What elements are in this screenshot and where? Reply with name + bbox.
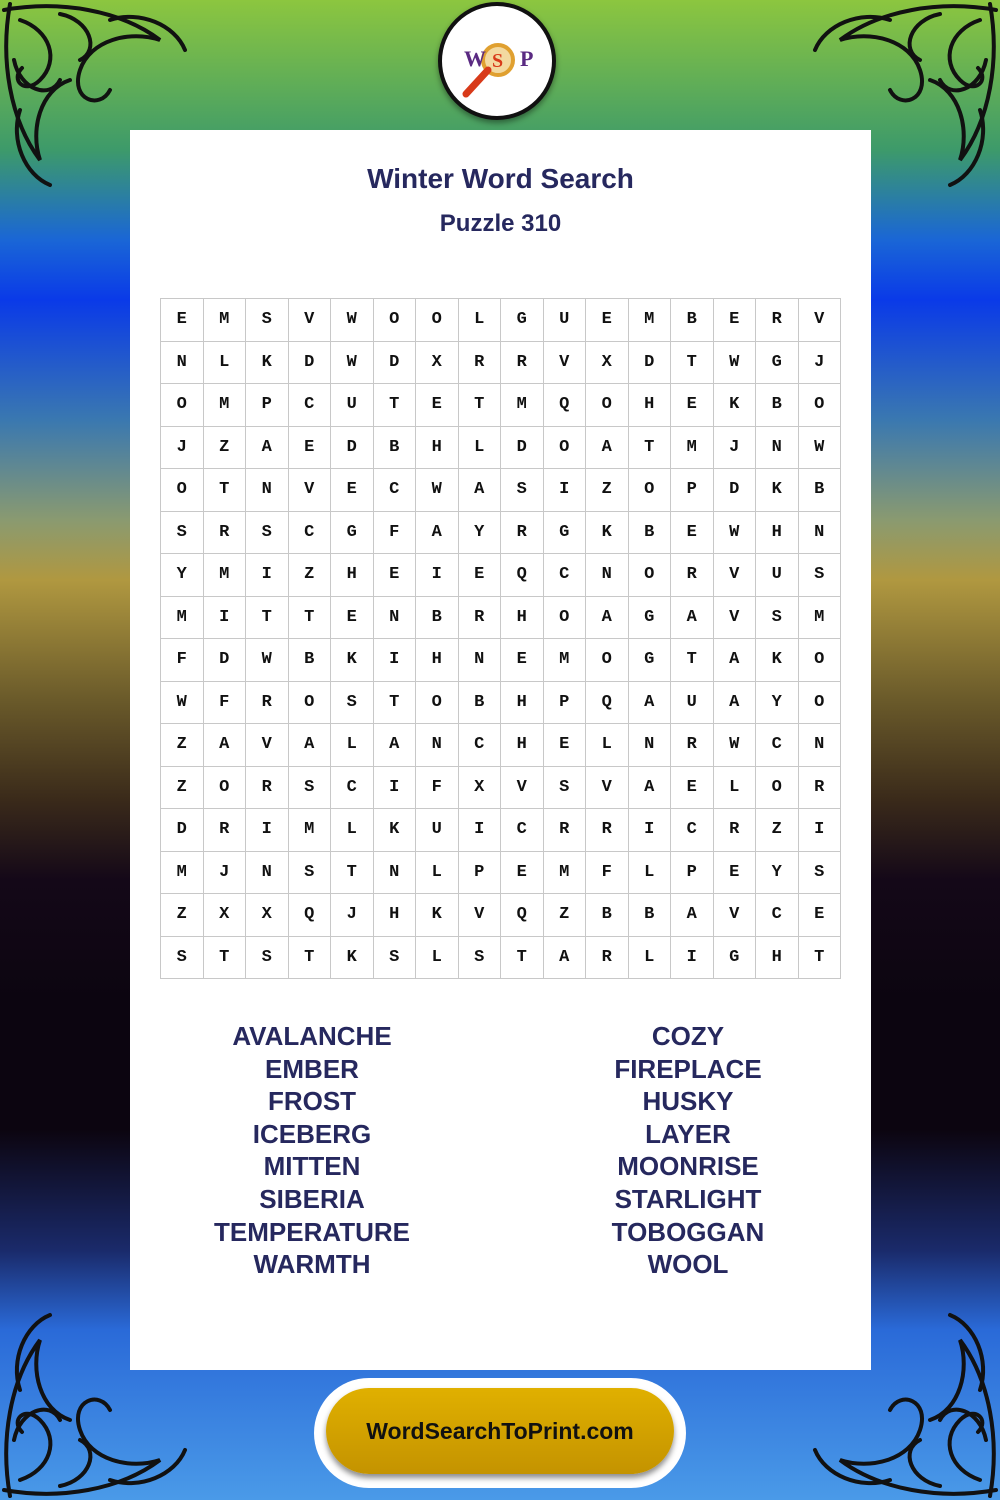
website-button[interactable] [314,1378,686,1488]
grid-cell[interactable]: H [331,554,374,597]
grid-cell[interactable]: V [289,469,332,512]
grid-cell[interactable]: R [459,597,502,640]
grid-cell[interactable]: V [714,554,757,597]
grid-cell[interactable]: S [459,937,502,980]
grid-cell[interactable]: B [629,512,672,555]
grid-cell[interactable]: U [756,554,799,597]
grid-cell[interactable]: M [204,299,247,342]
word-item: MITTEN [263,1151,361,1182]
grid-cell[interactable]: O [799,639,842,682]
grid-cell[interactable]: T [289,597,332,640]
grid-cell[interactable]: D [289,342,332,385]
grid-cell[interactable]: V [459,894,502,937]
grid-cell[interactable]: A [416,512,459,555]
grid-cell[interactable]: M [544,639,587,682]
grid-cell[interactable]: I [374,767,417,810]
grid-cell[interactable]: H [374,894,417,937]
grid-cell[interactable]: C [289,512,332,555]
grid-cell[interactable]: Y [756,852,799,895]
grid-cell[interactable]: M [161,597,204,640]
grid-cell[interactable]: T [671,639,714,682]
grid-cell[interactable]: V [289,299,332,342]
grid-cell[interactable]: O [629,554,672,597]
grid-cell[interactable]: Z [204,427,247,470]
grid-cell[interactable]: N [799,512,842,555]
grid-cell[interactable]: W [331,299,374,342]
grid-cell[interactable]: E [799,894,842,937]
grid-cell[interactable]: O [586,384,629,427]
grid-cell[interactable]: W [416,469,459,512]
grid-cell[interactable]: U [331,384,374,427]
grid-cell[interactable]: A [586,427,629,470]
grid-cell[interactable]: W [714,512,757,555]
grid-cell[interactable]: U [544,299,587,342]
grid-cell[interactable]: K [374,809,417,852]
grid-cell[interactable]: O [161,384,204,427]
grid-cell[interactable]: P [246,384,289,427]
grid-cell[interactable]: Q [544,384,587,427]
grid-cell[interactable]: X [586,342,629,385]
grid-cell[interactable]: P [544,682,587,725]
word-list-left [162,1020,462,1281]
grid-cell[interactable]: B [799,469,842,512]
grid-cell[interactable]: T [799,937,842,980]
grid-cell[interactable]: I [246,554,289,597]
word-item: MOONRISE [617,1151,759,1182]
grid-cell[interactable]: M [501,384,544,427]
grid-cell[interactable]: R [756,299,799,342]
word-item: LAYER [645,1118,731,1149]
grid-cell[interactable]: O [586,639,629,682]
puzzle-title: Winter Word Search [367,163,634,194]
grid-cell[interactable]: N [246,469,289,512]
letter-grid [160,298,841,979]
logo-letter-s: S [492,50,504,72]
grid-cell[interactable]: A [204,724,247,767]
grid-cell[interactable]: V [246,724,289,767]
grid-cell[interactable]: L [714,767,757,810]
grid-cell[interactable]: B [629,894,672,937]
grid-cell[interactable]: M [544,852,587,895]
grid-cell[interactable]: T [374,384,417,427]
grid-cell[interactable]: D [629,342,672,385]
grid-cell[interactable]: R [501,512,544,555]
grid-cell[interactable]: S [501,469,544,512]
wsp-logo[interactable] [438,2,556,120]
grid-cell[interactable]: O [756,767,799,810]
grid-cell[interactable]: C [671,809,714,852]
grid-cell[interactable]: N [799,724,842,767]
grid-cell[interactable]: A [671,597,714,640]
grid-cell[interactable]: H [756,937,799,980]
grid-cell[interactable]: K [586,512,629,555]
grid-cell[interactable]: E [416,384,459,427]
grid-cell[interactable]: O [629,469,672,512]
grid-cell[interactable]: A [629,767,672,810]
grid-cell[interactable]: A [544,937,587,980]
grid-cell[interactable]: S [246,937,289,980]
grid-cell[interactable]: V [714,597,757,640]
grid-cell[interactable]: J [714,427,757,470]
grid-cell[interactable]: D [501,427,544,470]
grid-cell[interactable]: G [629,597,672,640]
word-item: FROST [267,1086,357,1117]
website-label[interactable]: WordSearchToPrint.com [326,1388,674,1474]
grid-cell[interactable]: T [204,937,247,980]
grid-cell[interactable]: S [544,767,587,810]
grid-cell[interactable]: L [204,342,247,385]
grid-cell[interactable]: A [714,682,757,725]
grid-cell[interactable]: H [756,512,799,555]
grid-cell[interactable]: E [671,767,714,810]
word-item: TOBOGGAN [611,1216,765,1247]
grid-cell[interactable]: D [714,469,757,512]
grid-cell[interactable]: P [671,469,714,512]
grid-cell[interactable]: B [416,597,459,640]
grid-cell[interactable]: K [416,894,459,937]
grid-cell[interactable]: F [374,512,417,555]
grid-cell[interactable]: B [586,894,629,937]
grid-cell[interactable]: L [331,809,374,852]
grid-cell[interactable]: I [629,809,672,852]
grid-cell[interactable]: T [629,427,672,470]
grid-cell[interactable]: Q [289,894,332,937]
grid-cell[interactable]: I [799,809,842,852]
grid-cell[interactable]: R [544,809,587,852]
grid-cell[interactable]: L [586,724,629,767]
grid-cell[interactable]: M [671,427,714,470]
grid-cell[interactable]: D [331,427,374,470]
grid-cell[interactable]: W [246,639,289,682]
grid-cell[interactable]: S [374,937,417,980]
grid-cell[interactable]: C [756,894,799,937]
grid-cell[interactable]: K [331,639,374,682]
grid-cell[interactable]: M [629,299,672,342]
grid-cell[interactable]: V [714,894,757,937]
grid-cell[interactable]: O [544,427,587,470]
grid-cell[interactable]: R [799,767,842,810]
grid-cell[interactable]: S [799,554,842,597]
grid-cell[interactable]: A [374,724,417,767]
grid-cell[interactable]: T [289,937,332,980]
grid-cell[interactable]: X [246,894,289,937]
grid-cell[interactable]: S [246,299,289,342]
grid-cell[interactable]: K [714,384,757,427]
grid-cell[interactable]: P [459,852,502,895]
grid-cell[interactable]: H [416,427,459,470]
grid-cell[interactable]: H [501,724,544,767]
grid-cell[interactable]: C [331,767,374,810]
grid-cell[interactable]: O [416,682,459,725]
grid-cell[interactable]: W [714,724,757,767]
grid-cell[interactable]: M [161,852,204,895]
grid-cell[interactable]: B [671,299,714,342]
grid-cell[interactable]: O [416,299,459,342]
grid-cell[interactable]: L [416,852,459,895]
grid-cell[interactable]: N [246,852,289,895]
grid-cell[interactable]: H [501,682,544,725]
grid-cell[interactable]: W [331,342,374,385]
grid-cell[interactable]: R [204,512,247,555]
grid-cell[interactable]: D [161,809,204,852]
grid-cell[interactable]: O [544,597,587,640]
grid-cell[interactable]: X [416,342,459,385]
grid-cell[interactable]: K [756,469,799,512]
grid-cell[interactable]: R [246,767,289,810]
grid-cell[interactable]: E [671,512,714,555]
grid-cell[interactable]: D [374,342,417,385]
grid-cell[interactable]: I [374,639,417,682]
grid-cell[interactable]: B [289,639,332,682]
grid-cell[interactable]: O [799,384,842,427]
grid-cell[interactable]: Y [459,512,502,555]
grid-cell[interactable]: I [246,809,289,852]
grid-cell[interactable]: M [204,554,247,597]
word-item: WOOL [647,1249,729,1280]
grid-cell[interactable]: R [246,682,289,725]
grid-cell[interactable]: C [756,724,799,767]
grid-cell[interactable]: V [799,299,842,342]
word-item: SIBERIA [259,1183,365,1214]
grid-cell[interactable]: R [501,342,544,385]
grid-cell[interactable]: L [459,427,502,470]
grid-cell[interactable]: N [459,639,502,682]
grid-cell[interactable]: G [331,512,374,555]
grid-cell[interactable]: W [161,682,204,725]
grid-cell[interactable]: J [204,852,247,895]
grid-cell[interactable]: I [459,809,502,852]
grid-cell[interactable]: F [586,852,629,895]
grid-cell[interactable]: E [331,597,374,640]
grid-cell[interactable]: H [501,597,544,640]
logo-letter-w: W [464,46,486,71]
grid-cell[interactable]: R [671,554,714,597]
grid-cell[interactable]: C [289,384,332,427]
grid-cell[interactable]: J [161,427,204,470]
grid-cell[interactable]: G [714,937,757,980]
grid-cell[interactable]: K [331,937,374,980]
word-item: TEMPERATURE [214,1216,410,1247]
grid-cell[interactable]: S [161,512,204,555]
grid-cell[interactable]: F [416,767,459,810]
grid-cell[interactable]: N [756,427,799,470]
grid-cell[interactable]: A [714,639,757,682]
grid-cell[interactable]: A [671,894,714,937]
grid-cell[interactable]: B [756,384,799,427]
grid-cell[interactable]: L [629,937,672,980]
grid-cell[interactable]: A [289,724,332,767]
grid-cell[interactable]: B [374,427,417,470]
grid-cell[interactable]: E [544,724,587,767]
grid-cell[interactable]: E [501,639,544,682]
grid-cell[interactable]: Z [544,894,587,937]
grid-cell[interactable]: W [799,427,842,470]
grid-cell[interactable]: X [204,894,247,937]
logo-letter-p: P [520,46,534,71]
grid-cell[interactable]: N [416,724,459,767]
grid-cell[interactable]: T [459,384,502,427]
grid-cell[interactable]: H [629,384,672,427]
grid-cell[interactable]: W [714,342,757,385]
word-item: FIREPLACE [614,1053,762,1084]
grid-cell[interactable]: Z [161,894,204,937]
magnifier-handle-icon [466,70,488,94]
grid-cell[interactable]: U [671,682,714,725]
grid-cell[interactable]: C [459,724,502,767]
grid-cell[interactable]: F [204,682,247,725]
grid-cell[interactable]: E [161,299,204,342]
grid-cell[interactable]: T [501,937,544,980]
grid-cell[interactable]: F [161,639,204,682]
grid-cell[interactable]: T [331,852,374,895]
grid-cell[interactable]: J [799,342,842,385]
grid-cell[interactable]: O [289,682,332,725]
grid-cell[interactable]: N [586,554,629,597]
grid-cell[interactable]: T [671,342,714,385]
grid-cell[interactable]: U [416,809,459,852]
grid-cell[interactable]: R [671,724,714,767]
grid-cell[interactable]: L [416,937,459,980]
grid-cell[interactable]: S [756,597,799,640]
grid-cell[interactable]: O [204,767,247,810]
grid-cell[interactable]: L [629,852,672,895]
grid-cell[interactable]: I [416,554,459,597]
grid-cell[interactable]: G [756,342,799,385]
grid-cell[interactable]: R [586,937,629,980]
grid-cell[interactable]: Y [756,682,799,725]
grid-cell[interactable]: Y [161,554,204,597]
grid-cell[interactable]: S [331,682,374,725]
grid-cell[interactable]: P [671,852,714,895]
grid-cell[interactable]: E [374,554,417,597]
word-item: STARLIGHT [614,1183,762,1214]
grid-cell[interactable]: M [289,809,332,852]
word-item: WARMTH [253,1249,371,1280]
grid-cell[interactable]: Z [756,809,799,852]
grid-cell[interactable]: S [289,767,332,810]
grid-cell[interactable]: R [204,809,247,852]
grid-cell[interactable]: A [246,427,289,470]
grid-cell[interactable]: A [586,597,629,640]
grid-cell[interactable]: E [671,384,714,427]
grid-cell[interactable]: N [374,597,417,640]
grid-cell[interactable]: A [629,682,672,725]
grid-cell[interactable]: J [331,894,374,937]
grid-cell[interactable]: Z [289,554,332,597]
word-list-right [538,1020,838,1281]
grid-cell[interactable]: E [501,852,544,895]
word-item: ICEBERG [252,1118,372,1149]
grid-cell[interactable]: N [629,724,672,767]
puzzle-number: Puzzle 310 [439,210,562,237]
grid-cell[interactable]: T [204,469,247,512]
grid-cell[interactable]: E [331,469,374,512]
grid-cell[interactable]: S [246,512,289,555]
grid-cell[interactable]: Q [586,682,629,725]
grid-cell[interactable]: Z [586,469,629,512]
grid-cell[interactable]: D [204,639,247,682]
grid-cell[interactable]: G [501,299,544,342]
grid-cell[interactable]: O [161,469,204,512]
grid-cell[interactable]: R [459,342,502,385]
grid-cell[interactable]: T [246,597,289,640]
grid-cell[interactable]: R [586,809,629,852]
word-item: COZY [651,1021,725,1051]
word-item: HUSKY [642,1086,734,1117]
grid-cell[interactable]: M [204,384,247,427]
grid-cell[interactable]: O [799,682,842,725]
grid-cell[interactable]: L [331,724,374,767]
grid-cell[interactable]: K [756,639,799,682]
grid-cell[interactable]: X [459,767,502,810]
grid-cell[interactable]: Z [161,724,204,767]
grid-cell[interactable]: T [374,682,417,725]
grid-cell[interactable]: H [416,639,459,682]
grid-cell[interactable]: G [544,512,587,555]
grid-cell[interactable]: S [289,852,332,895]
grid-cell[interactable]: L [459,299,502,342]
grid-cell[interactable]: S [799,852,842,895]
puzzle-sheet [130,130,871,1370]
grid-cell[interactable]: N [161,342,204,385]
grid-cell[interactable]: O [374,299,417,342]
word-item: AVALANCHE [232,1021,392,1051]
grid-cell[interactable]: I [671,937,714,980]
grid-cell[interactable]: G [629,639,672,682]
grid-cell[interactable]: I [544,469,587,512]
grid-cell[interactable]: A [459,469,502,512]
grid-cell[interactable]: I [204,597,247,640]
grid-cell[interactable]: B [459,682,502,725]
grid-cell[interactable]: S [161,937,204,980]
grid-cell[interactable]: Q [501,894,544,937]
grid-cell[interactable]: V [501,767,544,810]
grid-cell[interactable]: K [246,342,289,385]
grid-cell[interactable]: E [714,852,757,895]
grid-cell[interactable]: Q [501,554,544,597]
grid-cell[interactable]: E [714,299,757,342]
grid-cell[interactable]: E [459,554,502,597]
grid-cell[interactable]: E [586,299,629,342]
grid-cell[interactable]: R [714,809,757,852]
grid-cell[interactable]: V [544,342,587,385]
grid-cell[interactable]: E [289,427,332,470]
grid-cell[interactable]: V [586,767,629,810]
grid-cell[interactable]: M [799,597,842,640]
grid-cell[interactable]: C [501,809,544,852]
grid-cell[interactable]: C [374,469,417,512]
grid-cell[interactable]: N [374,852,417,895]
word-item: EMBER [265,1053,359,1084]
grid-cell[interactable]: C [544,554,587,597]
grid-cell[interactable]: Z [161,767,204,810]
